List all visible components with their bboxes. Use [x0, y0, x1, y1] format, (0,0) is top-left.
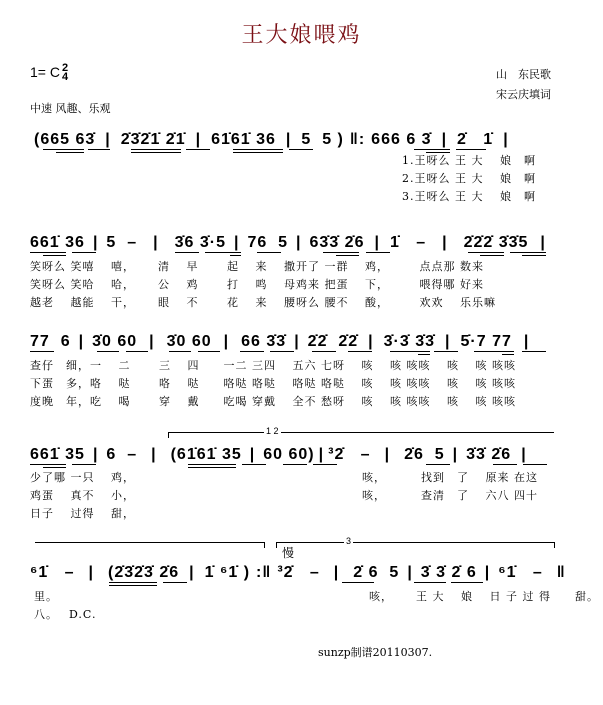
beat-underline: [474, 351, 514, 352]
beat-underline: [131, 152, 181, 153]
lyric-row-3-verse-1: 查仔 细，一 二 三 四 一二 三四 五六 七呀 咳 咳 咳咳 咳 咳 咳咳: [30, 359, 516, 372]
song-title: 王大娘喂鸡: [241, 23, 362, 48]
lyric-row-3-verse-3: 度晚 年，吃 喝 穿 戴 吃喝 穿戴 全不 愁呀 咳 咳 咳咳 咳 咳 咳咳: [30, 395, 516, 408]
beat-underline: [434, 351, 458, 352]
volta-bracket-end: [264, 542, 265, 548]
key-signature: [30, 64, 68, 82]
volta-bracket-line: [168, 432, 554, 433]
beat-underline: [126, 351, 148, 352]
beat-underline: [109, 582, 157, 583]
beat-underline: [414, 582, 446, 583]
beat-underline: [493, 464, 517, 465]
beat-underline: [257, 252, 281, 253]
key-label: 1= C: [30, 64, 60, 80]
volta-bracket-3-end: [554, 542, 555, 548]
beat-underline: [289, 149, 313, 150]
beat-underline: [336, 255, 359, 256]
lyric-row-1-verse-3: 3.王呀么 王 大 娘 啊: [402, 190, 536, 203]
beat-underline: [30, 252, 66, 253]
score-row-3-notes: 77 6 | 3̇0 60 | 3̇0 60 | 66 3̇3̇ | 2̇2̇ 2̇2̇ | 3̇·3̇ 3̇3̇ | 5̇·7 77 |: [30, 333, 530, 350]
beat-underline: [56, 152, 84, 153]
score-row-1-notes: (665 63̇ | 2̇3̇2̇1̇ 2̇1̇ | 61̇61̇ 36 | 5 5 ) ‖: 666 6 3̇ | 2̇ 1̇ |: [34, 131, 509, 148]
beat-underline: [43, 255, 66, 256]
beat-underline: [43, 467, 66, 468]
beat-underline: [186, 149, 210, 150]
beat-underline: [109, 585, 157, 586]
lyric-row-5-verse-1: 里。 咳， 王 大 娘 日 子 过 得 甜。: [34, 590, 599, 603]
beat-underline: [390, 351, 430, 352]
lyric-row-2-verse-1: 笑呀么 笑嘻 嘻， 清 早 起 来 撒开了 一群 鸡， 点点那 数来: [30, 260, 484, 273]
beat-underline: [242, 464, 266, 465]
beat-underline: [313, 464, 337, 465]
beat-underline: [502, 354, 514, 355]
beat-underline: [510, 252, 546, 253]
score-row-2-notes: 661̇ 36 | 5 – | 3̇6 3̇·5 | 76 5 | 63̇3̇ 2̇6 | 1̇ – | 2̇2̇2̇ 3̇3̇5 |: [30, 234, 546, 251]
tempo-marking-slow: 慢: [282, 546, 295, 560]
beat-underline: [418, 354, 430, 355]
time-signature: [62, 64, 68, 82]
beat-underline: [205, 252, 241, 253]
time-sig-top: 2: [61, 62, 69, 75]
beat-underline: [522, 351, 546, 352]
volta-number: 1 2: [266, 426, 279, 436]
beat-underline: [230, 255, 241, 256]
lyric-row-5-verse-2: 八。 D.C.: [34, 608, 97, 621]
lyric-row-4-verse-2: 鸡蛋 真不 小， 咳， 查清 了 六八 四十: [30, 489, 538, 502]
volta-number-3: 3: [346, 536, 352, 546]
beat-underline: [523, 464, 547, 465]
beat-underline: [188, 464, 236, 465]
tempo-mood: 中速 风趣、乐观: [30, 102, 111, 115]
beat-underline: [480, 255, 504, 256]
beat-underline: [522, 255, 546, 256]
beat-underline: [43, 149, 84, 150]
lyric-row-4-verse-3: 日子 过得 甜，: [30, 507, 135, 520]
beat-underline: [456, 149, 486, 150]
beat-underline: [348, 351, 372, 352]
time-sig-bottom: 4: [61, 71, 69, 84]
beat-underline: [169, 351, 191, 352]
beat-underline: [451, 582, 483, 583]
volta-bracket-3-line: [276, 542, 554, 543]
beat-underline: [188, 467, 236, 468]
lyricist-label: 宋云庆填词: [496, 88, 551, 101]
beat-underline: [323, 252, 359, 253]
beat-underline: [312, 351, 336, 352]
beat-underline: [414, 149, 450, 150]
beat-underline: [131, 149, 181, 150]
beat-underline: [163, 582, 187, 583]
beat-underline: [270, 351, 294, 352]
score-row-5-notes: ⁶1̇ – | (2̇3̇2̇3̇ 2̇6 | 1̇ ⁶1̇ ) :‖ ³2̇ – | 2̇ 6 5 | 3̇ 3̇ 2̇ 6 | ⁶1̇ – ‖: [30, 564, 566, 581]
lyric-row-1-verse-2: 2.王呀么 王 大 娘 啊: [402, 172, 536, 185]
beat-underline: [97, 351, 119, 352]
beat-underline: [240, 351, 264, 352]
beat-underline: [342, 582, 374, 583]
beat-underline: [468, 252, 504, 253]
lyric-row-2-verse-3: 越老 越能 干， 眼 不 花 来 腰呀么 腰不 酸， 欢欢 乐乐嘛: [30, 296, 496, 309]
beat-underline: [426, 464, 450, 465]
lyric-row-4-verse-1: 少了哪 一只 鸡， 咳， 找到 了 原来 在这: [30, 471, 538, 484]
beat-underline: [30, 351, 54, 352]
origin-label: 山 东民歌: [496, 68, 551, 81]
lyric-row-3-verse-2: 下蛋 多，咯 哒 咯 哒 咯哒 咯哒 咯哒 咯哒 咳 咳 咳咳 咳 咳 咳咳: [30, 377, 516, 390]
beat-underline: [30, 464, 66, 465]
beat-underline: [233, 152, 283, 153]
volta-bracket-line-prev: [35, 542, 264, 543]
beat-underline: [283, 464, 307, 465]
beat-underline: [233, 149, 283, 150]
beat-underline: [88, 149, 110, 150]
beat-underline: [366, 252, 390, 253]
score-row-4-notes: 661̇ 35 | 6 – | (61̇61̇ 35 | 60 60) | ³2̇ – | 2̇6 5 | 3̇3̇ 2̇6 |: [30, 446, 527, 463]
beat-underline: [72, 464, 96, 465]
beat-underline: [198, 351, 220, 352]
transcriber-credit: sunzp制谱20110307.: [318, 646, 433, 659]
lyric-row-2-verse-2: 笑呀么 笑哈 哈， 公 鸡 打 鸣 母鸡来 把蛋 下， 喂得哪 好来: [30, 278, 484, 291]
beat-underline: [72, 252, 96, 253]
lyric-row-1-verse-1: 1.王呀么 王 大 娘 啊: [402, 154, 536, 167]
beat-underline: [175, 252, 199, 253]
